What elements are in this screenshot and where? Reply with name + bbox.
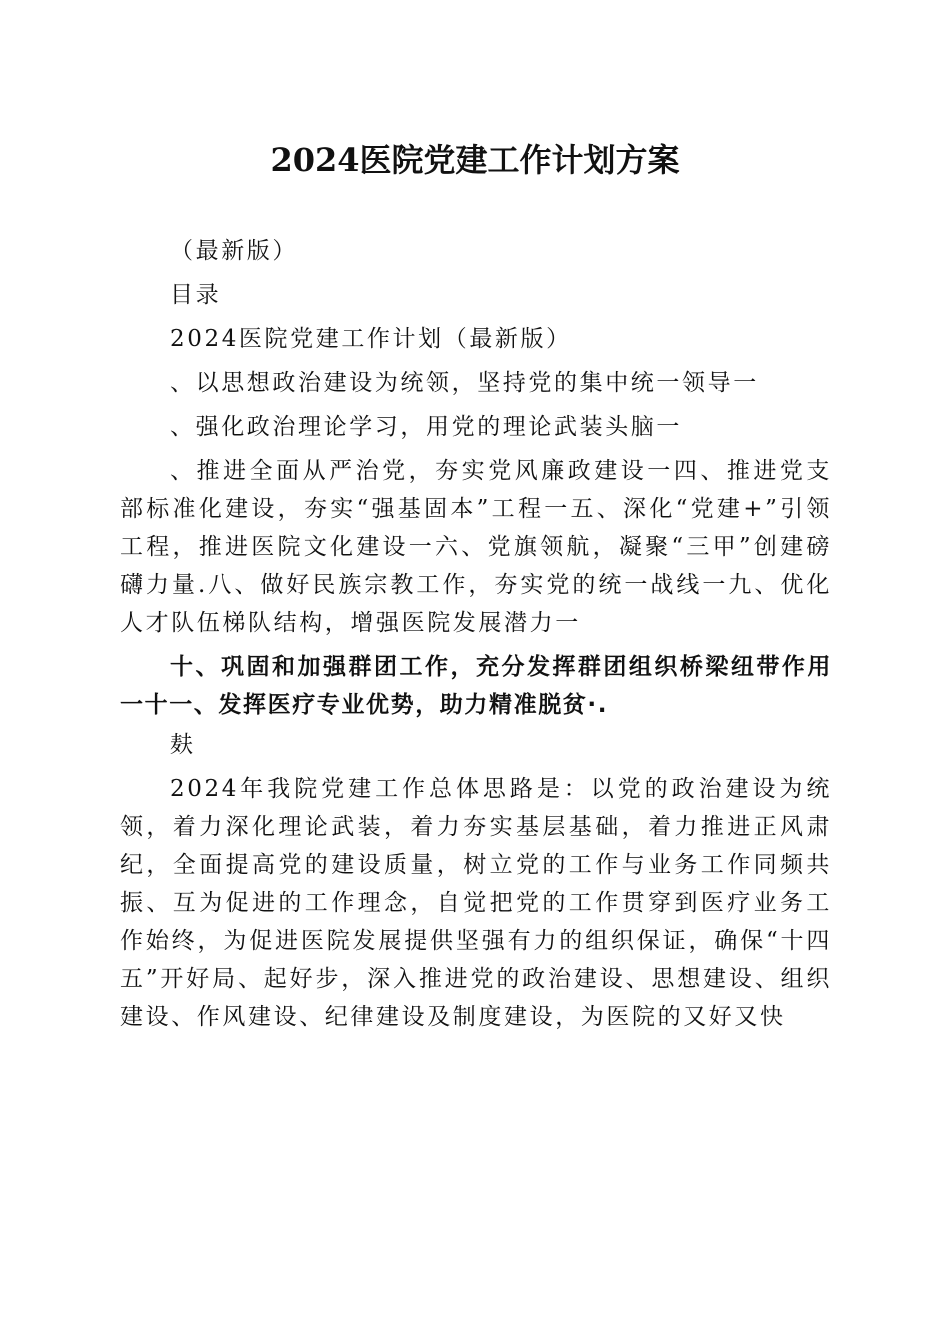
toc-paragraph: 、推进全面从严治党，夯实党风廉政建设一四、推进党支部标准化建设，夯实“强基固本”工程一五、深化“党建+”引领工程，推进医院文化建设一六、党旗领航，凝聚“三甲”创建磅礴力量.八、做好民族宗教工作，夯实党的统一战线一九、优化人才队伍梯队结构，增强医院发展潜力一 [120, 458, 832, 636]
subtitle: （最新版） [170, 238, 298, 264]
document-content [120, 232, 832, 1036]
section-marker: 麸 [170, 732, 196, 758]
toc-heading: 目录 [170, 282, 222, 308]
toc-line-1: 2024医院党建工作计划（最新版） [170, 326, 572, 352]
body-paragraph: 2024年我院党建工作总体思路是：以党的政治建设为统领，着力深化理论武装，着力夯实基层基础，着力推进正风肃纪，全面提高党的建设质量，树立党的工作与业务工作同频共振、互为促进的工作理念，自觉把党的工作贯穿到医疗业务工作始终，为促进医院发展提供坚强有力的组织保证，确保“十四五”开好局、起好步，深入推进党的政治建设、思想建设、组织建设、作风建设、纪律建设及制度建设，为医院的又好又快 [120, 776, 832, 1030]
toc-bold-paragraph: 十、巩固和加强群团工作，充分发挥群团组织桥梁纽带作用一十一、发挥医疗专业优势，助力精准脱贫·. [120, 654, 832, 718]
document-title: 2024医院党建工作计划方案 [270, 141, 680, 179]
toc-line-3: 、强化政治理论学习，用党的理论武装头脑一 [170, 414, 682, 440]
toc-line-2: 、以思想政治建设为统领，坚持党的集中统一领导一 [170, 370, 759, 396]
